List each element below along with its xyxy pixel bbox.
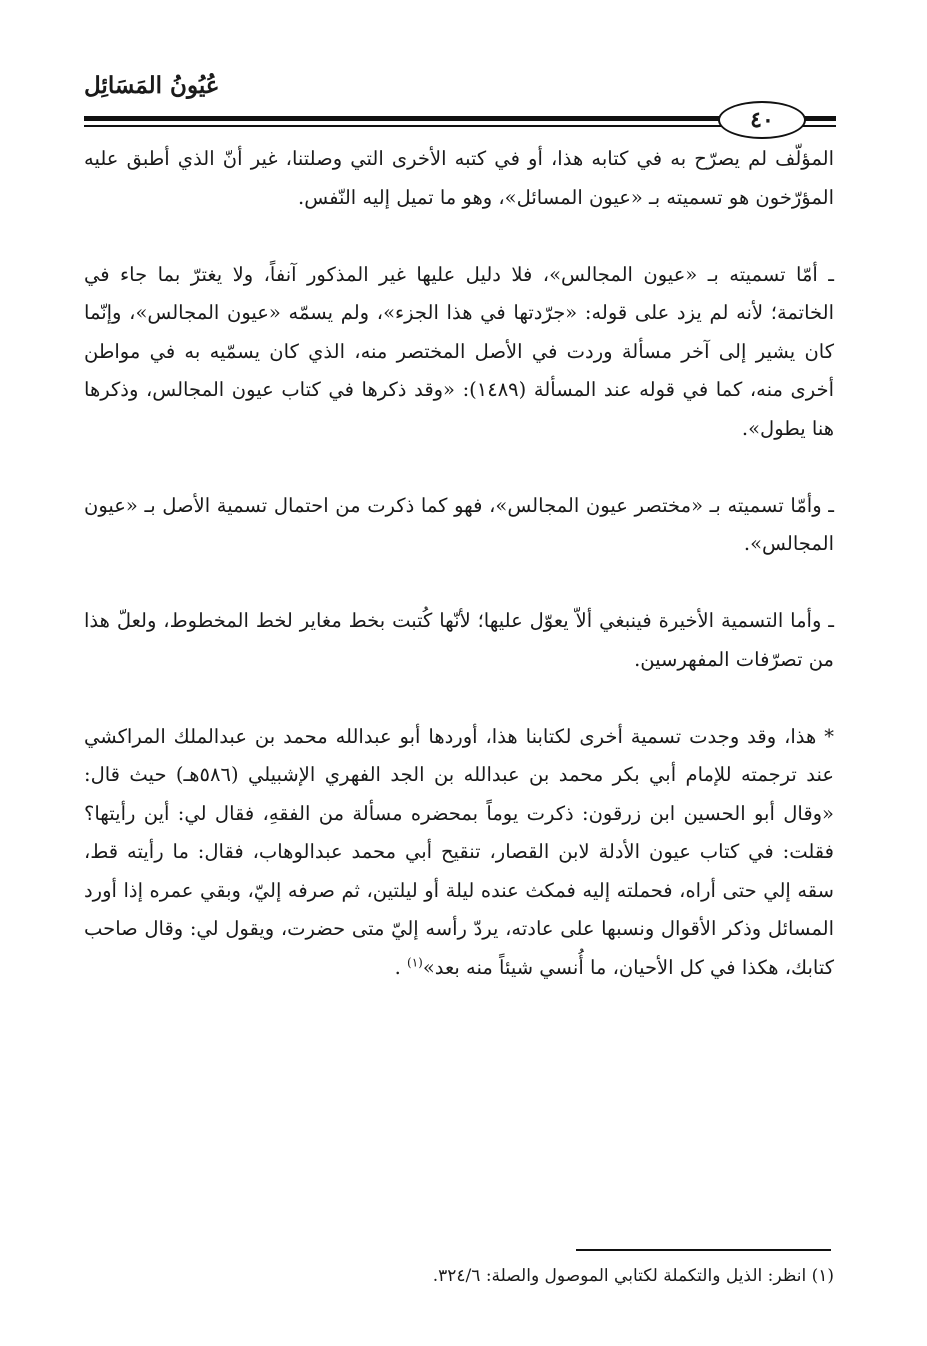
paragraph-4: ـ وأما التسمية الأخيرة فينبغي ألاّ يعوّل عليها؛ لأنّها كُتبت بخط مغاير لخط المخطوط، ولعلّ هذا من تصرّفات المفهرسين. <box>84 609 834 671</box>
paragraph-2: ـ أمّا تسميته بـ «عيون المجالس»، فلا دليل عليها غير المذكور آنفاً، ولا يغترّ بما جاء في الخاتمة؛ لأنه لم يزد على قوله: «جرّدتها في هذا الجزء»، ولم يسمّه «عيون المجالس»، وإنّما كان يشير إلى آخر مسألة وردت في الأصل المختصر منه، الذي كان يسمّيه به في مواطن أخرى منه، كما في قوله عند المسألة (١٤٨٩): «وقد ذكرها في كتاب عيون المجالس، وذكرها هنا يطول». <box>84 262 834 440</box>
paragraph-5-end: . <box>394 955 401 979</box>
footnote: (١) انظر: الذيل والتكملة لكتابي الموصول والصلة: ٣٢٤/٦. <box>432 1266 834 1286</box>
footnote-separator <box>576 1249 831 1251</box>
paragraph-5 <box>84 718 834 988</box>
page-number-badge: ٤٠ <box>718 101 806 139</box>
footnote-reference: (١) <box>407 955 423 969</box>
paragraph-5-text: * هذا، وقد وجدت تسمية أخرى لكتابنا هذا، أوردها أبو عبدالله محمد بن عبدالملك المراكشي عند ترجمته للإمام أبي بكر محمد بن عبدالله بن الجد الفهري الإشبيلي (٥٨٦هـ) حيث قال: «وقال أبو الحسين ابن زرقون: ذكرت يوماً بمحضره مسألة من الفقهِ، فقال لي: أين رأيتها؟ فقلت: في كتاب عيون الأدلة لابن القصار، تنقيح أبي محمد عبدالوهاب، فقال: ما رأيته قط، سقه إلي حتى أراه، فحملته إليه فمكث عنده ليلة أو ليلتين، ثم صرفه إليّ، وبقي عمره إذا أورد المسائل وذكر الأقوال ونسبها على عادته، يردّ رأسه إليّ متى حضرت، ويقول لي: وقال صاحب كتابك، هكذا في كل الأحيان، ما أُنسي شيئاً منه بعد» <box>84 724 834 979</box>
body-text <box>84 140 834 987</box>
running-header-title: عُيُونُ المَسَائِل <box>84 72 220 99</box>
paragraph-3: ـ وأمّا تسميته بـ «مختصر عيون المجالس»، فهو كما ذكرت من احتمال تسمية الأصل بـ «عيون المجالس». <box>84 493 834 555</box>
paragraph-1: المؤلّف لم يصرّح به في كتابه هذا، أو في كتبه الأخرى التي وصلتنا، غير أنّ الذي أطبق عليه المؤرّخون هو تسميته بـ «عيون المسائل»، وهو ما تميل إليه النّفس. <box>84 147 834 209</box>
